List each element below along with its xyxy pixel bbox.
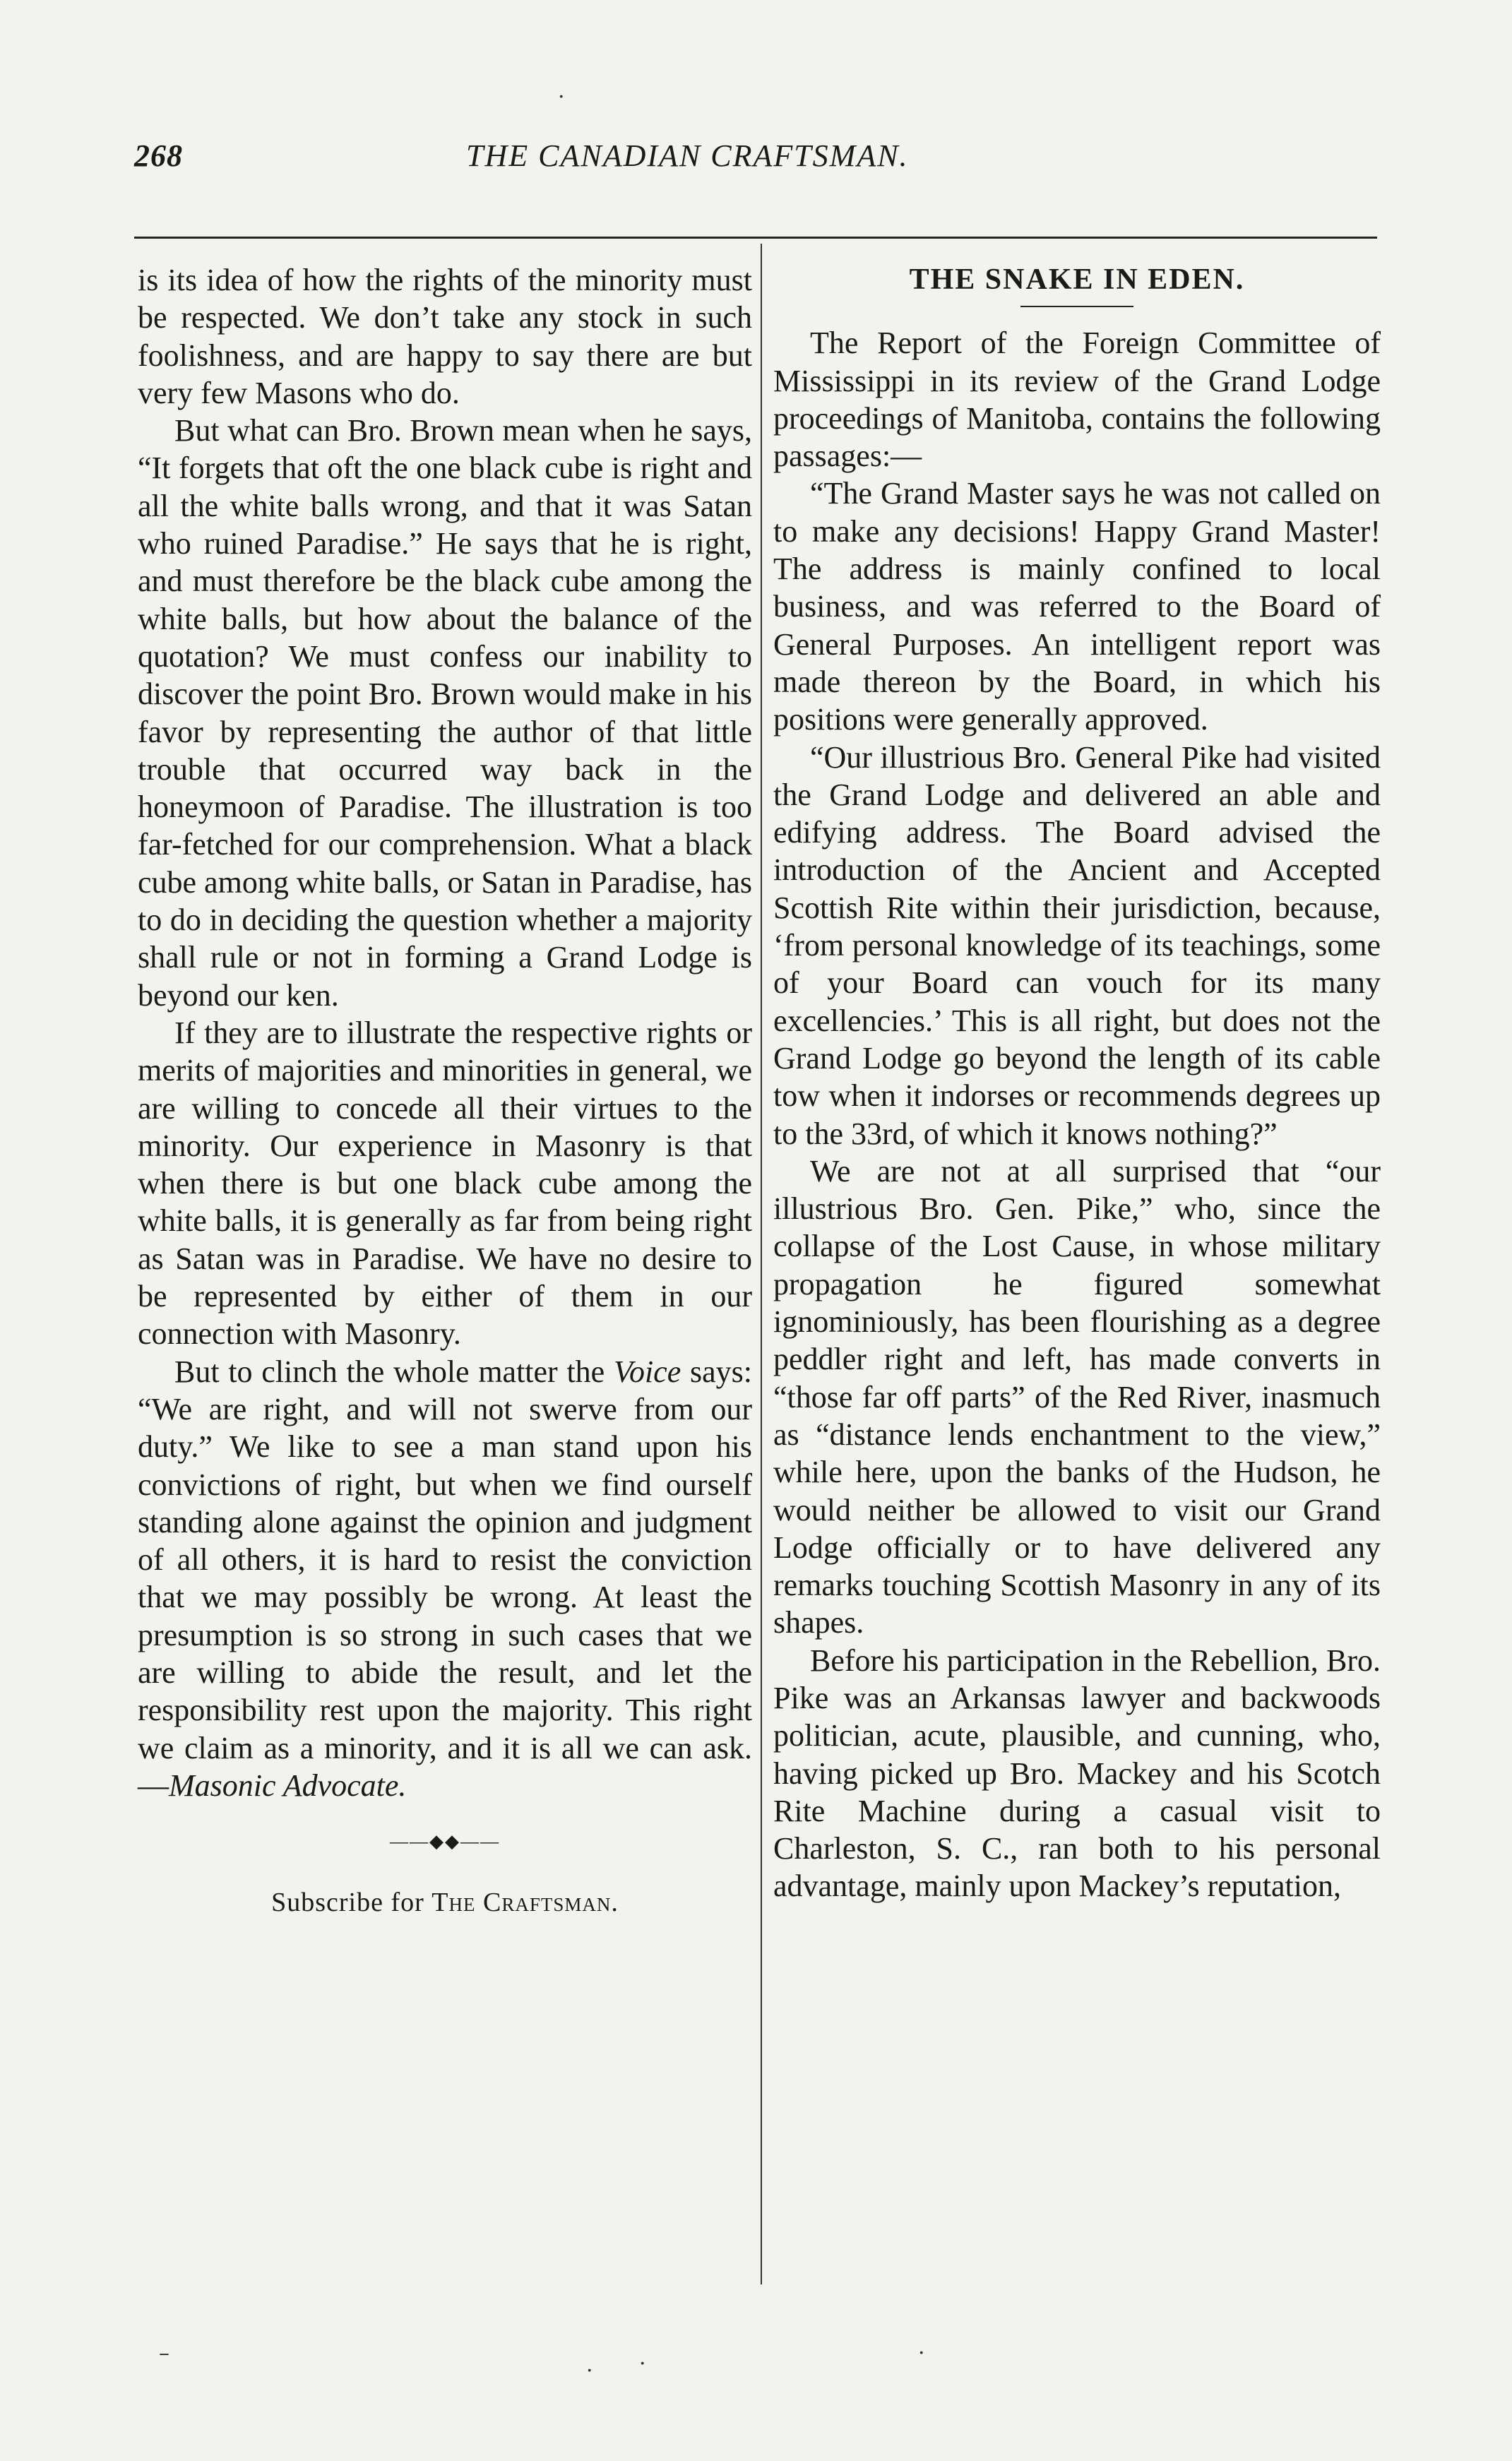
subscribe-notice — [138, 1884, 752, 1921]
right-paragraph-3: “Our illustrious Bro. General Pike had visited the Grand Lodge and delivered an able and edifying address. The Board advised the introduction of the Ancient and Accepted Scottish Rite within their jurisdiction, because, ‘from personal knowledge of its teachings, some of your Board can vouch for its many excellencies.’ This is all right, but does not the Grand Lodge go beyond the length of its cable tow when it indorses or recommends degrees up to the 33rd, of which it knows nothing?” — [773, 739, 1381, 1151]
print-speck: · — [918, 2341, 925, 2366]
paragraph-4-text-a: But to clinch the whole matter the — [174, 1354, 614, 1389]
running-title: THE CANADIAN CRAFTSMAN. — [466, 138, 909, 173]
voice-title: Voice — [613, 1354, 681, 1389]
print-speck: · — [639, 2352, 646, 2376]
subscribe-prefix: Subscribe for — [271, 1888, 432, 1918]
left-column — [138, 261, 752, 1922]
ornament-divider: ——◆◆—— — [390, 1831, 500, 1852]
page-number: 268 — [134, 138, 183, 173]
page-header — [134, 138, 1377, 187]
left-paragraph-2: But what can Bro. Brown mean when he says, “It forgets that oft the one black cube is right and all the white balls wrong, and that it was Satan who ruined Paradise.” He says that he is right, and must therefore be the black cube among the white balls, but how about the balance of the quotation? We must confess our inability to discover the point Bro. Brown would make in his favor by representing the author of that little trouble that occurred way back in the honeymoon of Paradise. The illustration is too far-fetched for our comprehension. What a black cube among white balls, or Satan in Paradise, has to do in deciding the question whether a majority shall rule or not in forming a Grand Lodge is beyond our ken. — [138, 413, 753, 1013]
left-paragraph-3: If they are to illustrate the respective rights or merits of majorities and minorities in general, we are willing to concede all their virtues to the minority. Our experience in Masonry is that when there is but one black cube among the white balls, it is generally as far from being right as Satan was in Paradise. We have no desire to be represented by either of them in our connection with Masonry. — [138, 1015, 752, 1352]
article-title: THE SNAKE IN EDEN. — [909, 263, 1245, 296]
paragraph-4-text-b: says: “We are right, and will not swerve from our duty.” We like to see a man stand upon his convictions of right, but when we find ourself standing alone against the opinion and judgment of all others, it is hard to resist the conviction that we may possibly be wrong. At least the presumption is so strong in such cases that we are willing to abide the result, and let the responsibility rest upon the majority. This right we claim as a minority, and it is all we can ask.— — [138, 1354, 752, 1803]
right-paragraph-2: “The Grand Master says he was not called on to make any decisions! Happy Grand Master! The address is mainly confined to local business, and was referred to the Board of General Purposes. An intelligent report was made thereon by the Board, in which his positions were generally approved. — [773, 476, 1381, 737]
print-speck: · — [586, 2359, 593, 2383]
title-rule — [1020, 306, 1133, 307]
right-column — [773, 261, 1381, 1905]
left-paragraph-4 — [138, 1353, 752, 1805]
source-citation: Masonic Advocate. — [169, 1768, 407, 1803]
print-speck: · — [558, 85, 565, 109]
left-paragraph-1: is its idea of how the rights of the minority must be respected. We don’t take any stock in such foolishness, and are happy to say there are but very few Masons who do. — [138, 263, 752, 410]
print-speck: – — [159, 2341, 169, 2366]
column-divider — [761, 244, 762, 2284]
subscribe-publication: The Craftsman. — [431, 1888, 619, 1918]
right-paragraph-5: Before his participation in the Rebellion, Bro. Pike was an Arkansas lawyer and backwoods politician, acute, plausible, and cunning, who, having picked up Bro. Mackey and his Scotch Rite Machine during a casual visit to Charleston, S. C., ran both to his personal advantage, mainly upon Mackey’s reputation, — [773, 1643, 1381, 1904]
header-rule — [134, 237, 1377, 239]
right-paragraph-1: The Report of the Foreign Committee of Mississippi in its review of the Grand Lodge proceedings of Manitoba, contains the following passages:— — [773, 326, 1381, 474]
right-paragraph-4: We are not at all surprised that “our illustrious Bro. Gen. Pike,” who, since the collapse of the Lost Cause, in whose military propagation he figured somewhat ignominiously, has been flourishing as a degree peddler right and left, has made converts in “those far off parts” of the Red River, inasmuch as “distance lends enchantment to the view,” while here, upon the banks of the Hudson, he would neither be allowed to visit our Grand Lodge officially or to have delivered any remarks touching Scottish Masonry in any of its shapes. — [773, 1153, 1381, 1640]
